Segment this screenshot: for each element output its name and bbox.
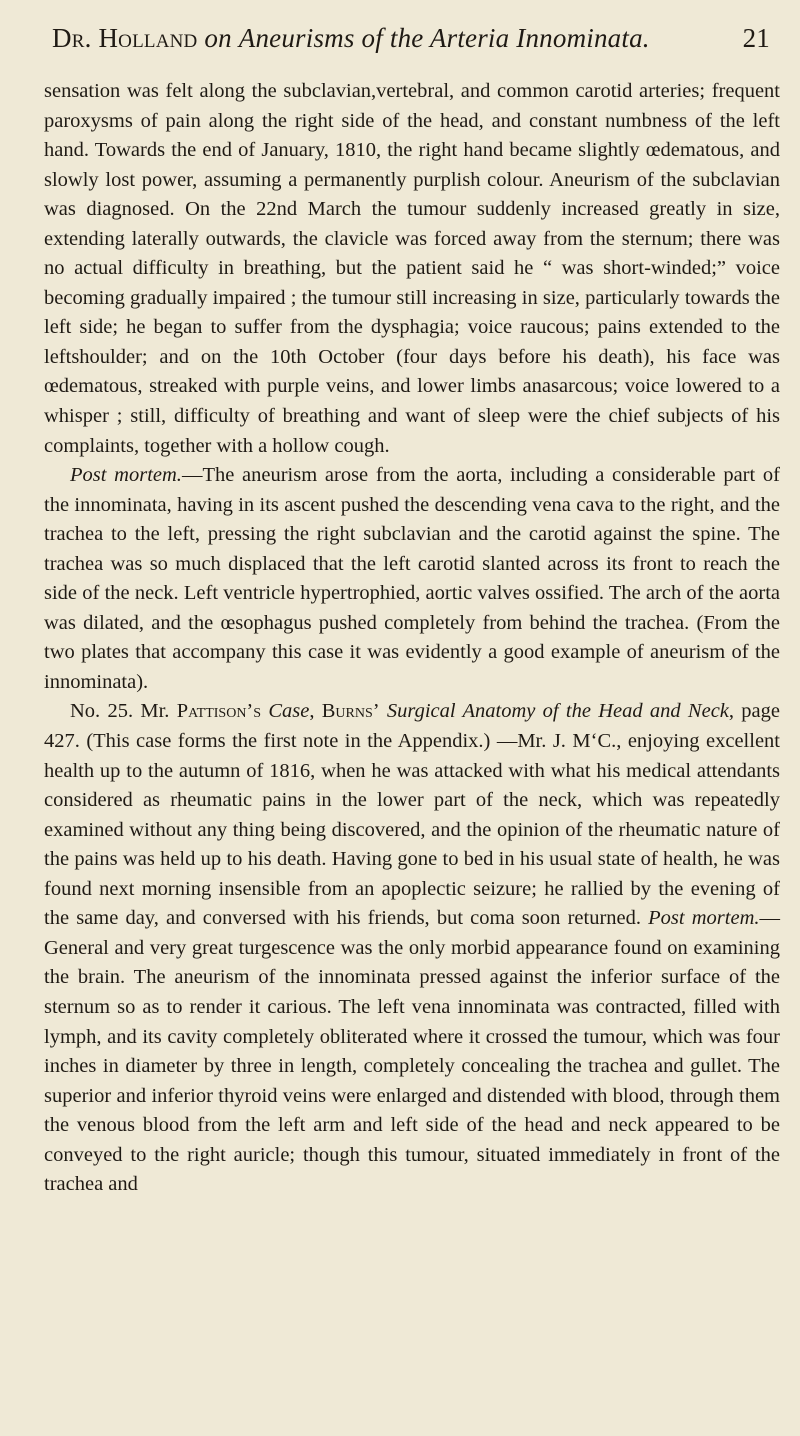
text-segment: Post mortem.: [648, 907, 760, 930]
page-number: 21: [742, 23, 770, 53]
text-segment: , page 427. (This case forms the first note in the Appendix.) —Mr. J. M‘C., enjoying excellent health up to the autumn of 1816, when he was attacked with what his medical attendants considered as rheumatic pains in the lower part of the neck, which was repeatedly examined without any thing being discovered, and the opinion of the rheumatic nature of the pains was held up to his death. Having gone to bed in his usual state of health, he was found next morning insensible from an apoplectic seizure; he rallied by the evening of the same day, and conversed with his friends, but coma soon returned.: [44, 700, 781, 930]
running-head-author: Dr. Holland: [52, 23, 198, 53]
text-segment: Case: [268, 700, 310, 723]
text-segment: No. 25. Mr.: [70, 700, 177, 723]
running-head-connector: on: [204, 23, 232, 53]
running-head: [52, 16, 770, 60]
body-text: [44, 77, 780, 1200]
paragraph: [44, 461, 780, 697]
text-segment: ,: [309, 700, 322, 723]
text-segment: Surgical Anatomy of the Head and Neck: [386, 700, 729, 723]
text-segment: Post mortem.: [70, 464, 182, 487]
paragraph: [44, 77, 780, 461]
text-segment: —The aneurism arose from the aorta, including a considerable part of the innominata, having in its ascent pushed the descending vena cava to the right, and the trachea to the left, pressing the right subclavian and the carotid against the spine. The trachea was so much displaced that the left carotid slanted across its front to reach the side of the neck. Left ventricle hypertrophied, aortic valves ossified. The arch of the aorta was dilated, and the œsophagus pushed completely from behind the trachea. (From the two plates that accompany this case it was evidently a good example of aneurism of the innominata).: [44, 464, 781, 693]
running-head-title: Aneurisms of the Arteria Innominata.: [238, 23, 650, 53]
text-segment: —General and very great turgescence was the only morbid appearance found on examining the brain. The aneurism of the innominata pressed against the inferior surface of the sternum so as to render it carious. The left vena innominata was contracted, filled with lymph, and its cavity completely obliterated where it crossed the tumour, which was four inches in diameter by three in length, completely concealing the trachea and gullet. The superior and inferior thyroid veins were enlarged and distended with blood, through them the venous blood from the left arm and left side of the head and neck appeared to be conveyed to the right auricle; though this tumour, situated immediately in front of the trachea and: [44, 907, 781, 1196]
text-segment: Pattison’s: [176, 700, 262, 723]
text-segment: Burns’: [321, 700, 380, 723]
paragraph: [44, 697, 780, 1199]
text-segment: [380, 700, 387, 722]
text-segment: sensation was felt along the subclavian,vertebral, and common carotid arteries; frequent paroxysms of pain along the right side of the head, and constant numbness of the left hand. Towards the end of January, 1810, the right hand became slightly œdematous, and slowly lost power, assuming a permanently purplish colour. Aneurism of the subclavian was diagnosed. On the 22nd March the tumour suddenly increased greatly in size, extending laterally outwards, the clavicle was forced away from the sternum; there was no actual difficulty in breathing, but the patient said he “ was short-winded;” voice becoming gradually impaired ; the tumour still increasing in size, particularly towards the left side; he began to suffer from the dysphagia; voice raucous; pains extended to the leftshoulder; and on the 10th October (four days before his death), his face was œdematous, streaked with purple veins, and lower limbs anasarcous; voice lowered to a whisper ; still, difficulty of breathing and want of sleep were the chief subjects of his complaints, together with a hollow cough.: [44, 80, 780, 457]
